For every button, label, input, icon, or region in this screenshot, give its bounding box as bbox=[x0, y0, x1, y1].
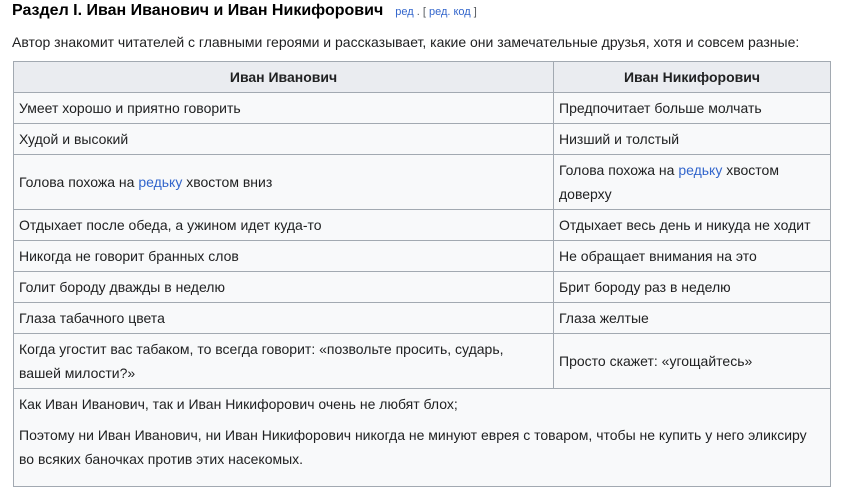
section-heading bbox=[12, 0, 477, 22]
cell-right: Низший и толстый bbox=[554, 124, 831, 155]
cell-right: Просто скажет: «угощайтесь» bbox=[554, 334, 831, 389]
cell-left: Глаза табачного цвета bbox=[14, 303, 554, 334]
cell-left bbox=[14, 155, 554, 210]
cell-left: Никогда не говорит бранных слов bbox=[14, 241, 554, 272]
cell-text: хвостом доверху bbox=[559, 162, 779, 202]
table-row bbox=[14, 124, 831, 155]
radish-link[interactable]: редьку bbox=[678, 162, 723, 178]
table-row bbox=[14, 155, 831, 210]
header-ivan-nikiforovich: Иван Никифорович bbox=[554, 62, 831, 93]
edit-link[interactable]: ред bbox=[395, 6, 414, 18]
edit-bracket-close: ] bbox=[473, 6, 477, 18]
edit-code-link[interactable]: ред. код bbox=[428, 6, 471, 18]
table-row bbox=[14, 334, 831, 389]
section-title: Раздел I. Иван Иванович и Иван Никифорович bbox=[12, 2, 384, 19]
table-header-row bbox=[14, 62, 831, 93]
table-row bbox=[14, 303, 831, 334]
comparison-table bbox=[13, 61, 831, 487]
cell-right bbox=[554, 155, 831, 210]
table-row bbox=[14, 210, 831, 241]
cell-left: Худой и высокий bbox=[14, 124, 554, 155]
cell-right: Предпочитает больше молчать bbox=[554, 93, 831, 124]
cell-text: Голова похожа на bbox=[559, 162, 675, 178]
edit-links bbox=[395, 6, 477, 18]
footer-line-1: Как Иван Иванович, так и Иван Никифорович очень не любят блох; bbox=[19, 396, 458, 412]
table-footer-row bbox=[14, 389, 831, 487]
table-row bbox=[14, 272, 831, 303]
cell-right: Брит бороду раз в неделю bbox=[554, 272, 831, 303]
cell-left: Голит бороду дважды в неделю bbox=[14, 272, 554, 303]
radish-link[interactable]: редьку bbox=[138, 174, 183, 190]
cell-text: хвостом вниз bbox=[186, 174, 273, 190]
cell-right: Отдыхает весь день и никуда не ходит bbox=[554, 210, 831, 241]
cell-right: Глаза желтые bbox=[554, 303, 831, 334]
footer-cell bbox=[14, 389, 831, 487]
intro-text: Автор знакомит читателей с главными героями и рассказывает, какие они замечательные друзья, хотя и совсем разные: bbox=[12, 34, 800, 50]
cell-left: Отдыхает после обеда, а ужином идет куда-то bbox=[14, 210, 554, 241]
cell-right: Не обращает внимания на это bbox=[554, 241, 831, 272]
cell-text: Голова похожа на bbox=[19, 174, 135, 190]
edit-bracket-open: [ bbox=[422, 6, 426, 18]
table-row bbox=[14, 241, 831, 272]
header-ivan-ivanovich: Иван Иванович bbox=[14, 62, 554, 93]
footer-line-2: Поэтому ни Иван Иванович, ни Иван Никифорович никогда не минуют еврея с товаром, чтобы не купить у него эликсиру во всяких баночках против этих насекомых. bbox=[19, 427, 807, 467]
cell-left: Когда угостит вас табаком, то всегда говорит: «позвольте просить, сударь, вашей милости?» bbox=[14, 334, 554, 389]
table-row bbox=[14, 93, 831, 124]
cell-left: Умеет хорошо и приятно говорить bbox=[14, 93, 554, 124]
edit-dot: . bbox=[416, 6, 420, 18]
